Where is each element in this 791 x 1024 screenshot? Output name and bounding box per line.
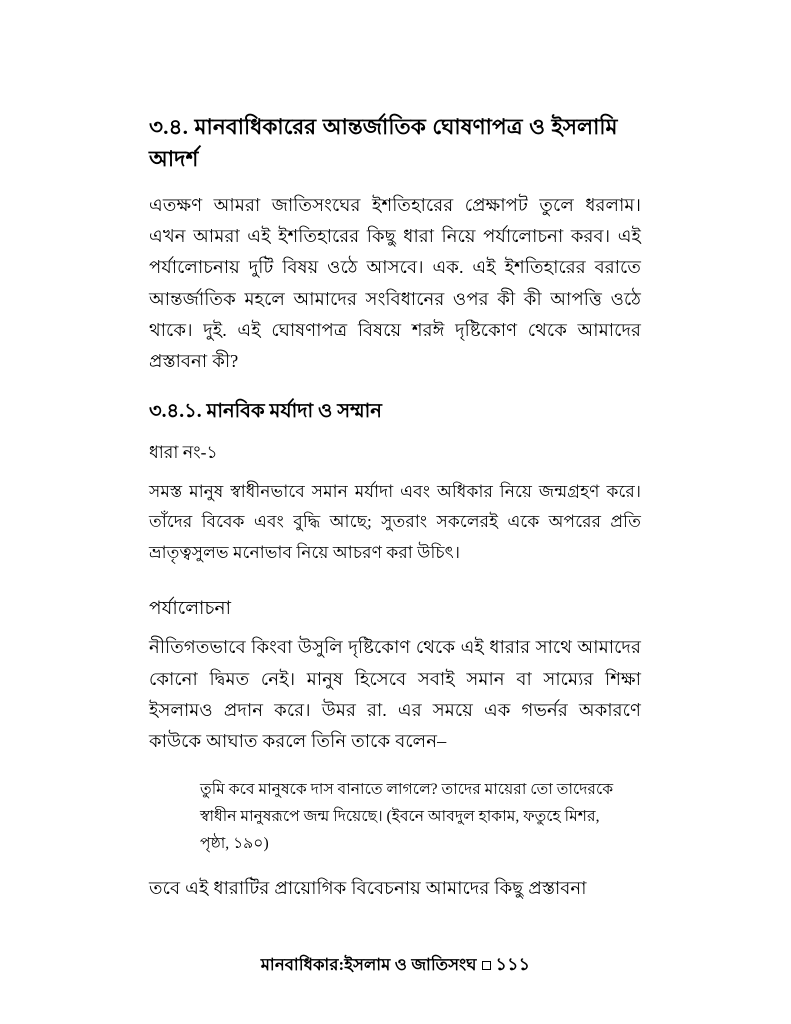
page-content [149,112,641,912]
square-separator-icon [482,961,491,970]
intro-paragraph: এতক্ষণ আমরা জাতিসংঘের ইশতিহারের প্রেক্ষাপট তুলে ধরলাম। এখন আমরা এই ইশতিহারের কিছু ধারা নিয়ে পর্যালোচনা করব। এই পর্যালোচনায় দুটি বিষয় ওঠে আসবে। এক. এই ইশতিহারের বরাতে আন্তর্জাতিক মহলে আমাদের সংবিধানের ওপর কী কী আপত্তি ওঠে থাকে। দুই. এই ঘোষণাপত্র বিষয়ে শরঈ দৃষ্টিকোণ থেকে আমাদের প্রস্তাবনা কী? [149,194,641,372]
page-footer [0,953,791,976]
review-paragraph: নীতিগতভাবে কিংবা উসুলি দৃষ্টিকোণ থেকে এই ধারার সাথে আমাদের কোনো দ্বিমত নেই। মানুষ হিসেবে সবাই সমান বা সাম্যের শিক্ষা ইসলামও প্রদান করে। উমর রা. এর সময়ে এক গভর্নর অকারণে কাউকে আঘাত করলে তিনি তাকে বলেন– [149,637,641,752]
article-number-label: ধারা নং-১ [149,441,218,462]
footer-inner [261,953,530,976]
sub-section-heading: ৩.৪.১. মানবিক মর্যাদা ও সম্মান [149,401,382,423]
page-number: ১১১ [495,954,531,975]
quote-text: তুমি কবে মানুষকে দাস বানাতে লাগলে? তাদের মায়েরা তো তাদেরকে স্বাধীন মানুষরূপে জন্ম দিয়েছে। (ইবনে আবদুল হাকাম, ফতুহে মিশর, পৃষ্ঠা, ১৯০) [200,780,614,852]
section-heading: ৩.৪. মানবাধিকারের আন্তর্জাতিক ঘোষণাপত্র ও ইসলামি আদর্শ [149,115,618,171]
footer-running-title: মানবাধিকার:ইসলাম ও জাতিসংঘ [260,955,477,975]
article-text: সমস্ত মানুষ স্বাধীনভাবে সমান মর্যাদা এবং অধিকার নিয়ে জন্মগ্রহণ করে। তাঁদের বিবেক এবং বুদ্ধি আছে; সুতরাং সকলেরই একে অপরের প্রতি ভ্রাতৃত্বসুলভ মনোভাব নিয়ে আচরণ করা উচিৎ। [149,481,641,562]
closing-paragraph: তবে এই ধারাটির প্রায়োগিক বিবেচনায় আমাদের কিছু প্রস্তাবনা [149,878,587,899]
review-heading: পর্যালোচনা [149,597,231,619]
block-quote [149,776,641,857]
